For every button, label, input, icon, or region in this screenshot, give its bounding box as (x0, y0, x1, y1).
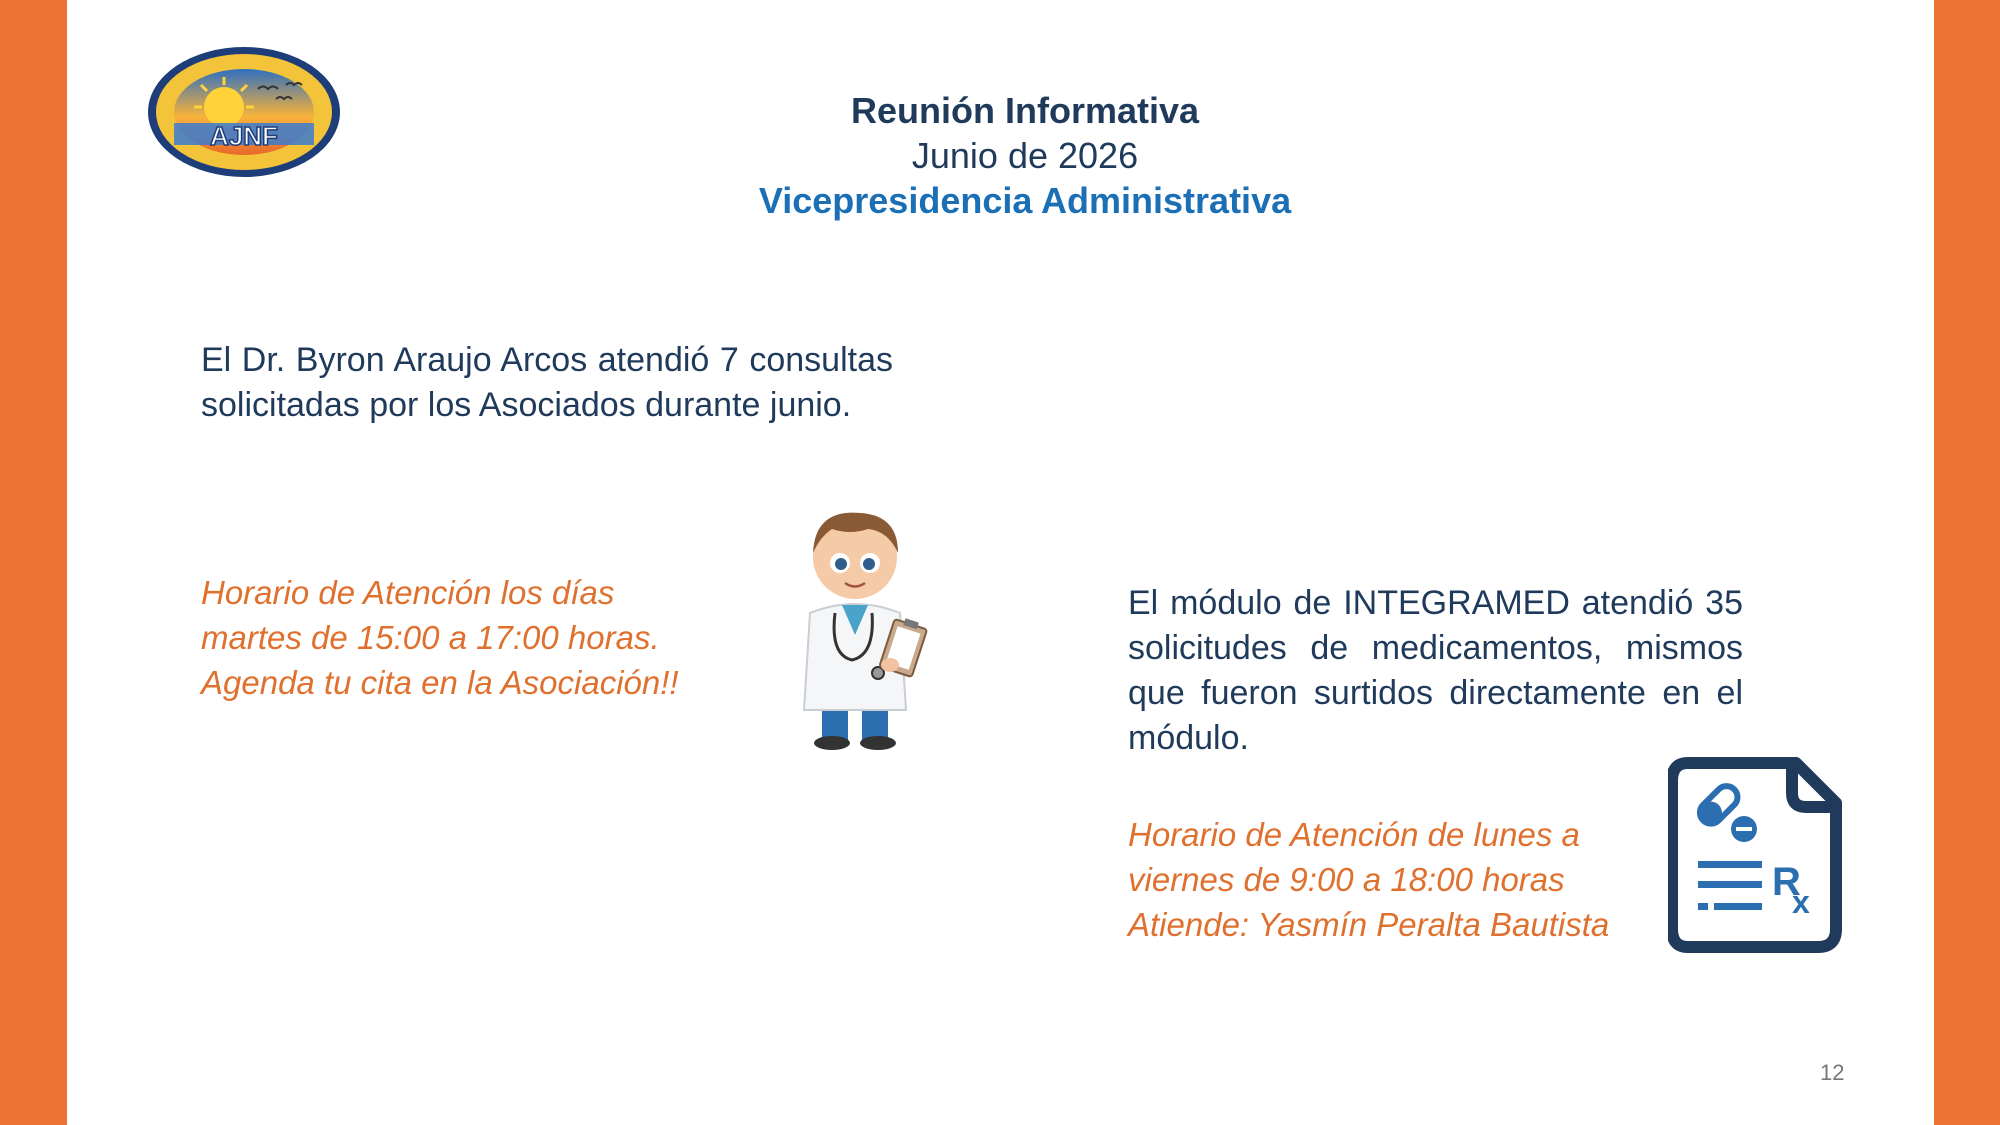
doctor-consultations-text: El Dr. Byron Araujo Arcos atendió 7 consultas solicitadas por los Asociados durante junio. (201, 341, 893, 424)
doctor-schedule-line: martes de 15:00 a 17:00 horas. (201, 619, 660, 656)
logo-center-text: AJNF (210, 121, 278, 151)
integramed-schedule-line: viernes de 9:00 a 18:00 horas (1128, 861, 1565, 898)
doctor-schedule (201, 570, 679, 705)
prescription-icon (1668, 757, 1842, 953)
svg-text:R: R (1772, 860, 1801, 904)
integramed-schedule (1128, 812, 1609, 947)
doctor-illustration (780, 495, 940, 755)
slide-date: Junio de 2026 (911, 135, 1139, 176)
svg-text:x: x (1792, 884, 1810, 920)
slide-title: Reunión Informativa (850, 90, 1200, 131)
doctor-schedule-line: Horario de Atención los días (201, 574, 615, 611)
ajnf-sun-logo-icon (146, 45, 342, 180)
slide-department: Vicepresidencia Administrativa (758, 180, 1292, 221)
slide-header (600, 88, 1450, 223)
integramed-requests-text: El módulo de INTEGRAMED atendió 35 solicitudes de medicamentos, mismos que fueron surtidos directamente en el módulo. (1128, 584, 1743, 757)
page-number: 12 (1820, 1060, 1845, 1085)
integramed-schedule-line: Atiende: Yasmín Peralta Bautista (1128, 906, 1610, 943)
doctor-schedule-line: Agenda tu cita en la Asociación!! (201, 664, 679, 701)
prescription-illustration (1668, 757, 1842, 953)
integramed-schedule-line: Horario de Atención de lunes a (1128, 816, 1580, 853)
left-orange-border (0, 0, 67, 1125)
right-orange-border (1934, 0, 2000, 1125)
ajnf-logo (146, 45, 342, 180)
doctor-icon (780, 495, 940, 755)
